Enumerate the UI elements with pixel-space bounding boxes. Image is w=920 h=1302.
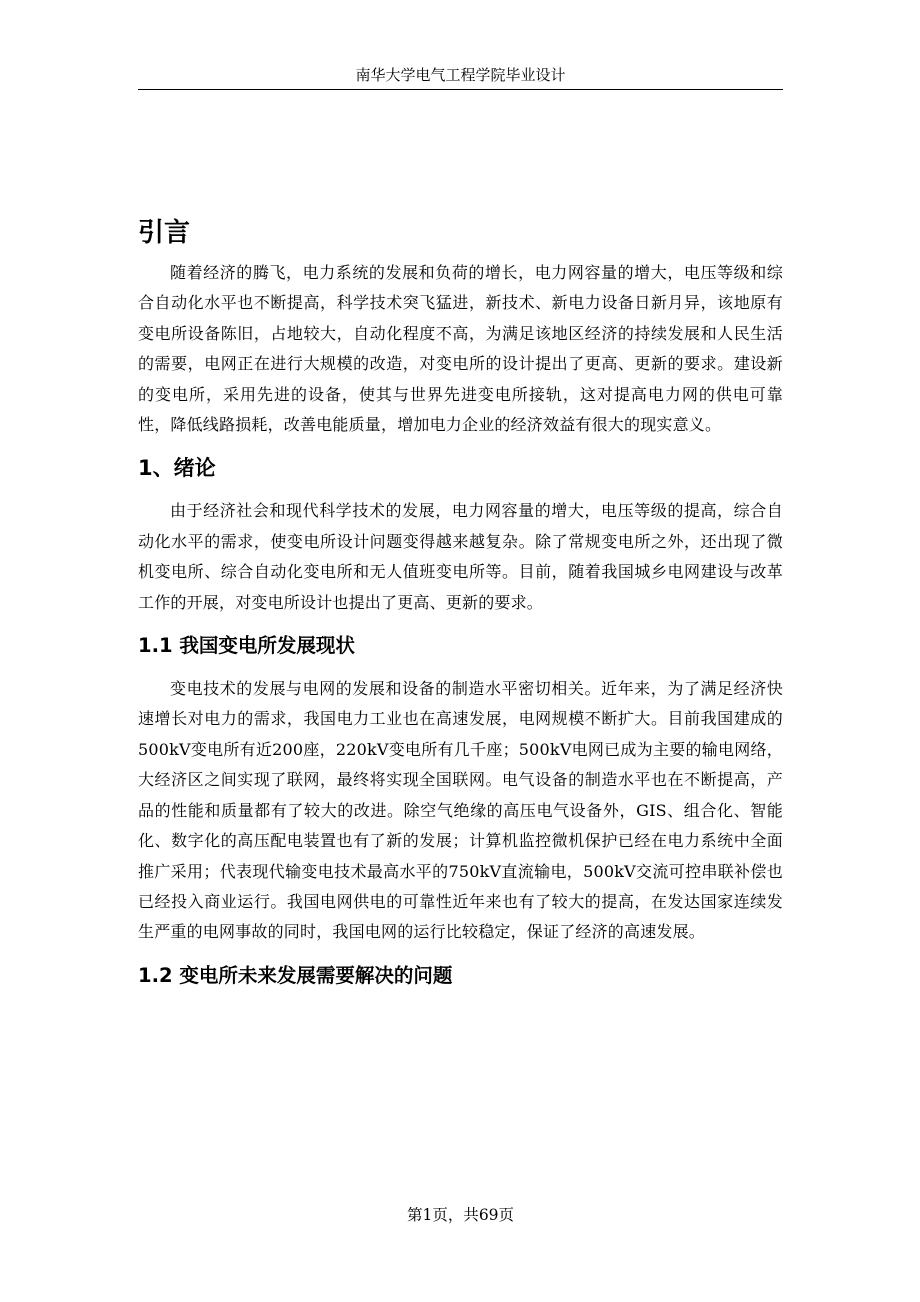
paragraph-introduction: 随着经济的腾飞，电力系统的发展和负荷的增长，电力网容量的增大，电压等级和综合自动化水平也不断提高，科学技术突飞猛进，新技术、新电力设备日新月异，该地原有变电所设备陈旧，占地较大，自动化程度不高，为满足该地区经济的持续发展和人民生活的需要，电网正在进行大规模的改造，对变电所的设计提出了更高、更新的要求。建设新的变电所，采用先进的设备，使其与世界先进变电所接轨，这对提高电力网的供电可靠性，降低线路损耗，改善电能质量，增加电力企业的经济效益有很大的现实意义。 [138,263,783,435]
heading-introduction: 引言 [138,218,191,248]
paragraph-chapter-1: 由于经济社会和现代科学技术的发展，电力网容量的增大，电压等级的提高，综合自动化水平的需求，使变电所设计问题变得越来越复杂。除了常规变电所之外，还出现了微机变电所、综合自动化变电所和无人值班变电所等。目前，随着我国城乡电网建设与改革工作的开展，对变电所设计也提出了更高、更新的要求。 [138,501,783,612]
running-header: 南华大学电气工程学院毕业设计 [355,66,566,84]
page-number-footer: 第1页，共69页 [406,1206,515,1224]
heading-section-1-2: 1.2 变电所未来发展需要解决的问题 [138,963,453,987]
paragraph-section-1-1: 变电技术的发展与电网的发展和设备的制造水平密切相关。近年来，为了满足经济快速增长对电力的需求，我国电力工业也在高速发展，电网规模不断扩大。目前我国建成的500kV变电所有近200座，220kV变电所有几千座；500kV电网已成为主要的输电网络，大经济区之间实现了联网，最终将实现全国联网。电气设备的制造水平也在不断提高，产品的性能和质量都有了较大的改进。除空气绝缘的高压电气设备外，GIS、组合化、智能化、数字化的高压配电装置也有了新的发展；计算机监控微机保护已经在电力系统中全面推广采用；代表现代输变电技术最高水平的750kV直流输电，500kV交流可控串联补偿也已经投入商业运行。我国电网供电的可靠性近年来也有了较大的提高，在发达国家连续发生严重的电网事故的同时，我国电网的运行比较稳定，保证了经济的高速发展。 [138,679,783,942]
heading-section-1-1: 1.1 我国变电所发展现状 [138,634,355,658]
page-content [138,208,783,1004]
heading-chapter-1: 1、绪论 [138,456,216,481]
header-rule [138,89,783,90]
